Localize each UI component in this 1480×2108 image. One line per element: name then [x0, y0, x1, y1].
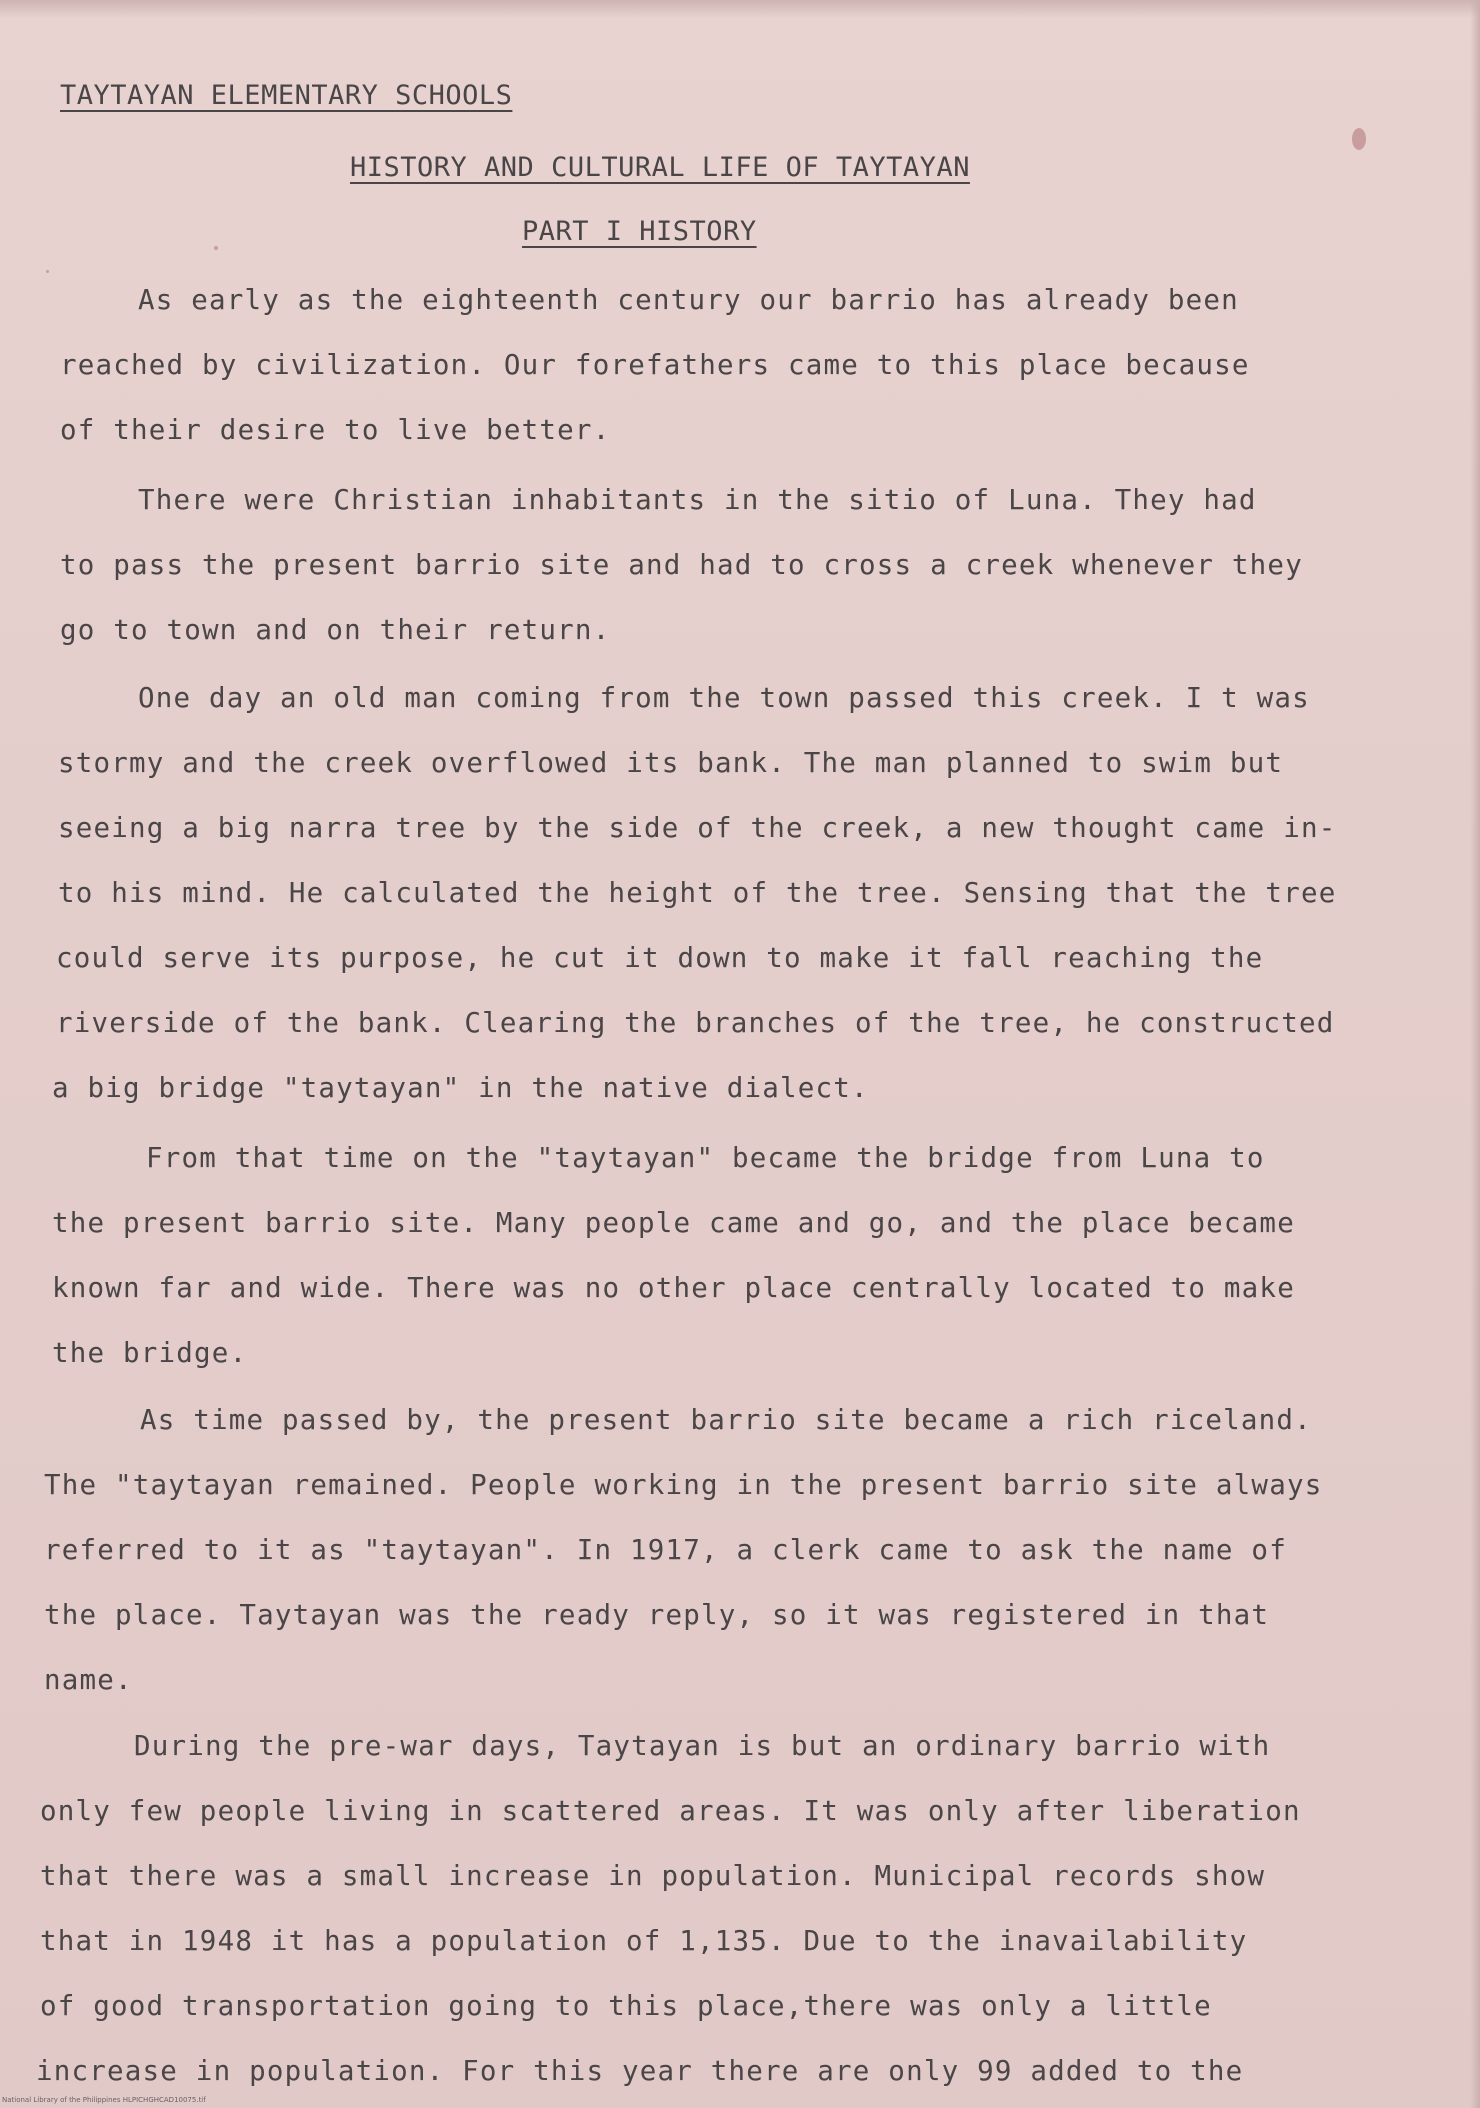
text-line: One day an old man coming from the town passed this creek. I t was [138, 682, 1310, 714]
stain-mark [1352, 128, 1366, 150]
text-line: to pass the present barrio site and had to cross a creek whenever they [60, 549, 1303, 581]
text-line: During the pre-war days, Taytayan is but an ordinary barrio with [134, 1730, 1271, 1762]
school-name-heading: TAYTAYAN ELEMENTARY SCHOOLS [60, 80, 513, 111]
page-edge-shadow-top [0, 0, 1480, 18]
text-line: of good transportation going to this place,there was only a little [40, 1990, 1212, 2022]
text-line: riverside of the bank. Clearing the branches of the tree, he constructed [56, 1007, 1335, 1039]
text-line: The "taytayan remained. People working in the present barrio site always [44, 1469, 1323, 1501]
text-line: As early as the eighteenth century our barrio has already been [138, 284, 1239, 316]
document-title: HISTORY AND CULTURAL LIFE OF TAYTAYAN [350, 152, 970, 183]
text-line: that in 1948 it has a population of 1,135. Due to the inavailability [40, 1925, 1248, 1957]
text-line: reached by civilization. Our forefathers came to this place because [60, 349, 1250, 381]
text-line: referred to it as "taytayan". In 1917, a clerk came to ask the name of [44, 1534, 1287, 1566]
stain-mark [214, 246, 218, 250]
stain-mark [46, 270, 49, 273]
text-line: of their desire to live better. [60, 414, 611, 446]
text-line: seeing a big narra tree by the side of the creek, a new thought came in- [58, 812, 1337, 844]
text-line: There were Christian inhabitants in the sitio of Luna. They had [138, 484, 1257, 516]
text-line: the place. Taytayan was the ready reply, so it was registered in that [44, 1599, 1270, 1631]
text-line: could serve its purpose, he cut it down to make it fall reaching the [56, 942, 1264, 974]
text-line: only few people living in scattered areas. It was only after liberation [40, 1795, 1301, 1827]
text-line: As time passed by, the present barrio site became a rich riceland. [140, 1404, 1312, 1436]
archive-footer: National Library of the Philippines HLPICHGHCAD10075.tif [2, 2096, 206, 2104]
text-line: increase in population. For this year there are only 99 added to the [36, 2055, 1244, 2087]
text-line: From that time on the "taytayan" became the bridge from Luna to [146, 1142, 1265, 1174]
text-line: go to town and on their return. [60, 614, 611, 646]
text-line: name. [44, 1664, 133, 1696]
text-line: that there was a small increase in population. Municipal records show [40, 1860, 1266, 1892]
section-title: PART I HISTORY [522, 216, 757, 247]
text-line: stormy and the creek overflowed its bank. The man planned to swim but [58, 747, 1284, 779]
text-line: the bridge. [52, 1337, 248, 1369]
page-edge-shadow-right [1470, 0, 1480, 2108]
text-line: the present barrio site. Many people came and go, and the place became [52, 1207, 1295, 1239]
text-line: a big bridge "taytayan" in the native dialect. [52, 1072, 869, 1104]
text-line: to his mind. He calculated the height of the tree. Sensing that the tree [58, 877, 1337, 909]
text-line: known far and wide. There was no other place centrally located to make [52, 1272, 1295, 1304]
